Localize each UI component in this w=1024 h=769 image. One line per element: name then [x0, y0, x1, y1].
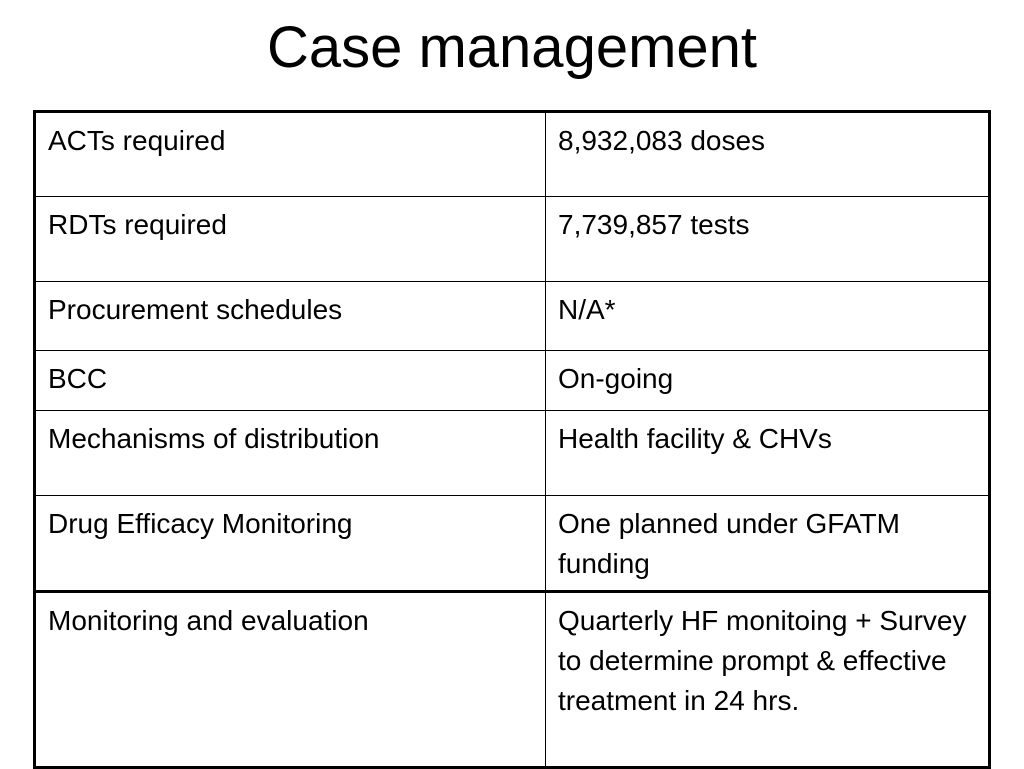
- row-label: ACTs required: [35, 112, 546, 197]
- table-row: [35, 112, 990, 197]
- row-label: Mechanisms of distribution: [35, 411, 546, 496]
- row-value: One planned under GFATM funding: [546, 496, 990, 592]
- table-row: [35, 351, 990, 411]
- table-row: [35, 411, 990, 496]
- row-label: RDTs required: [35, 197, 546, 282]
- row-label: Drug Efficacy Monitoring: [35, 496, 546, 592]
- table-row: [35, 496, 990, 592]
- row-label: Monitoring and evaluation: [35, 592, 546, 768]
- case-management-table: [33, 110, 991, 769]
- page-title: Case management: [266, 15, 758, 80]
- table-row: [35, 197, 990, 282]
- row-value: 8,932,083 doses: [546, 112, 990, 197]
- table-row: [35, 592, 990, 768]
- row-label: BCC: [35, 351, 546, 411]
- row-value: Health facility & CHVs: [546, 411, 990, 496]
- row-value: N/A*: [546, 282, 990, 351]
- row-label: Procurement schedules: [35, 282, 546, 351]
- row-value: On-going: [546, 351, 990, 411]
- table-row: [35, 282, 990, 351]
- row-value: 7,739,857 tests: [546, 197, 990, 282]
- row-value: Quarterly HF monitoing + Survey to determine prompt & effective treatment in 24 hrs.: [546, 592, 990, 768]
